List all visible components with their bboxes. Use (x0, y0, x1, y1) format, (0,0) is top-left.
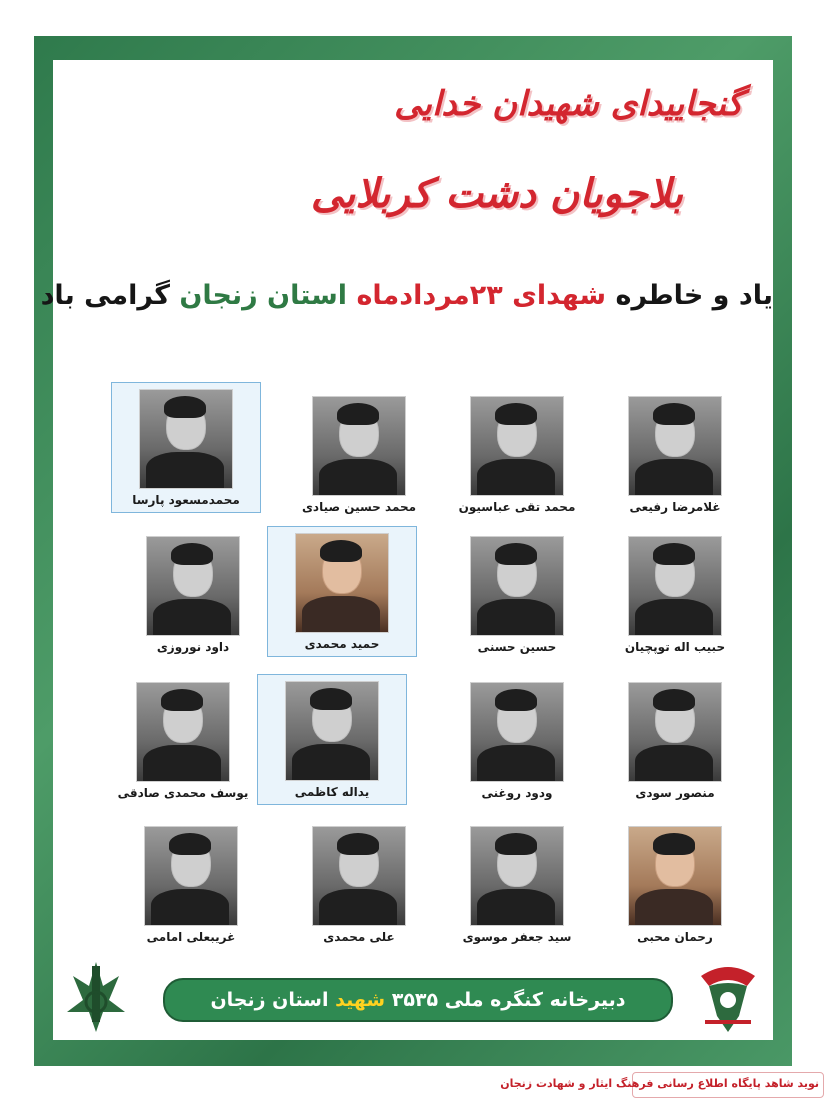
martyr-name: غلامرضا رفیعی (629, 500, 721, 514)
martyrs-grid (53, 60, 773, 1040)
martyr-card (443, 530, 591, 659)
martyr-photo (628, 536, 722, 636)
martyr-card (601, 676, 749, 805)
martyr-name: محمد تقی عباسیون (458, 500, 576, 514)
calligraphy-title-line1: گنجاییدای شهیدان خدایی (394, 84, 743, 124)
irgc-emblem-icon (59, 956, 133, 1036)
martyr-name: منصور سودی (635, 786, 715, 800)
martyr-photo (628, 826, 722, 926)
martyr-photo (470, 396, 564, 496)
site-watermark (500, 1072, 824, 1098)
subtitle-province: استان زنجان (179, 280, 348, 311)
watermark-text: نوید شاهد پایگاه اطلاع رسانی فرهنگ ایثار و شهادت زنجان (500, 1077, 819, 1090)
martyr-photo (312, 826, 406, 926)
martyr-photo (136, 682, 230, 782)
martyr-card-highlighted (257, 674, 407, 805)
martyr-card (443, 820, 591, 949)
martyrs-foundation-emblem-icon (691, 956, 765, 1036)
martyr-photo (628, 682, 722, 782)
martyr-name: داود نوروزی (156, 640, 230, 654)
martyr-name: محمد حسین صیادی (301, 500, 417, 514)
footer-text (165, 989, 671, 1011)
martyr-card (117, 820, 265, 949)
martyr-photo (144, 826, 238, 926)
poster-frame (34, 36, 792, 1066)
martyr-name: علی محمدی (323, 930, 395, 944)
martyr-photo (628, 396, 722, 496)
martyr-photo (285, 681, 379, 781)
martyr-card (285, 390, 433, 519)
martyr-card (443, 676, 591, 805)
poster-content (40, 60, 773, 1040)
martyr-card-highlighted (111, 382, 261, 513)
subtitle-part1: یاد و خاطره (615, 280, 773, 311)
martyr-card (119, 530, 267, 659)
martyr-name: غریبعلی امامی (146, 930, 236, 944)
martyr-name: حبیب اله توپچیان (624, 640, 726, 654)
martyr-card (601, 390, 749, 519)
calligraphy-title-line2: بلاجویان دشت کربلایی (310, 170, 683, 217)
footer-province: استان زنجان (210, 989, 329, 1011)
martyr-name: محمدمسعود پارسا (132, 493, 240, 507)
subtitle-date: ۲۳مردادماه (356, 280, 503, 311)
martyr-name: ودود روغنی (481, 786, 553, 800)
martyr-card (285, 820, 433, 949)
martyr-card (601, 530, 749, 659)
martyr-photo (139, 389, 233, 489)
martyr-name: یداله کاظمی (294, 785, 370, 799)
martyr-photo (470, 826, 564, 926)
martyr-card-highlighted (267, 526, 417, 657)
subtitle-part2: شهدای (512, 280, 607, 311)
martyr-card (109, 676, 257, 805)
martyr-card (601, 820, 749, 949)
martyr-photo (470, 536, 564, 636)
footer-part1: دبیرخانه کنگره ملی (444, 989, 626, 1011)
martyr-name: حسین حسنی (477, 640, 557, 654)
footer-banner (163, 978, 673, 1022)
martyr-name: یوسف محمدی صادقی (117, 786, 249, 800)
martyr-photo (146, 536, 240, 636)
martyr-photo (312, 396, 406, 496)
martyr-name: رحمان محبی (637, 930, 713, 944)
martyr-photo (470, 682, 564, 782)
martyr-name: سید جعفر موسوی (462, 930, 572, 944)
footer-highlight: شهید (335, 989, 386, 1011)
martyr-photo (295, 533, 389, 633)
martyr-name: حمید محمدی (304, 637, 380, 651)
martyr-card (443, 390, 591, 519)
subtitle-part5: گرامی باد (40, 280, 170, 311)
footer-count: ۳۵۳۵ (391, 989, 439, 1011)
